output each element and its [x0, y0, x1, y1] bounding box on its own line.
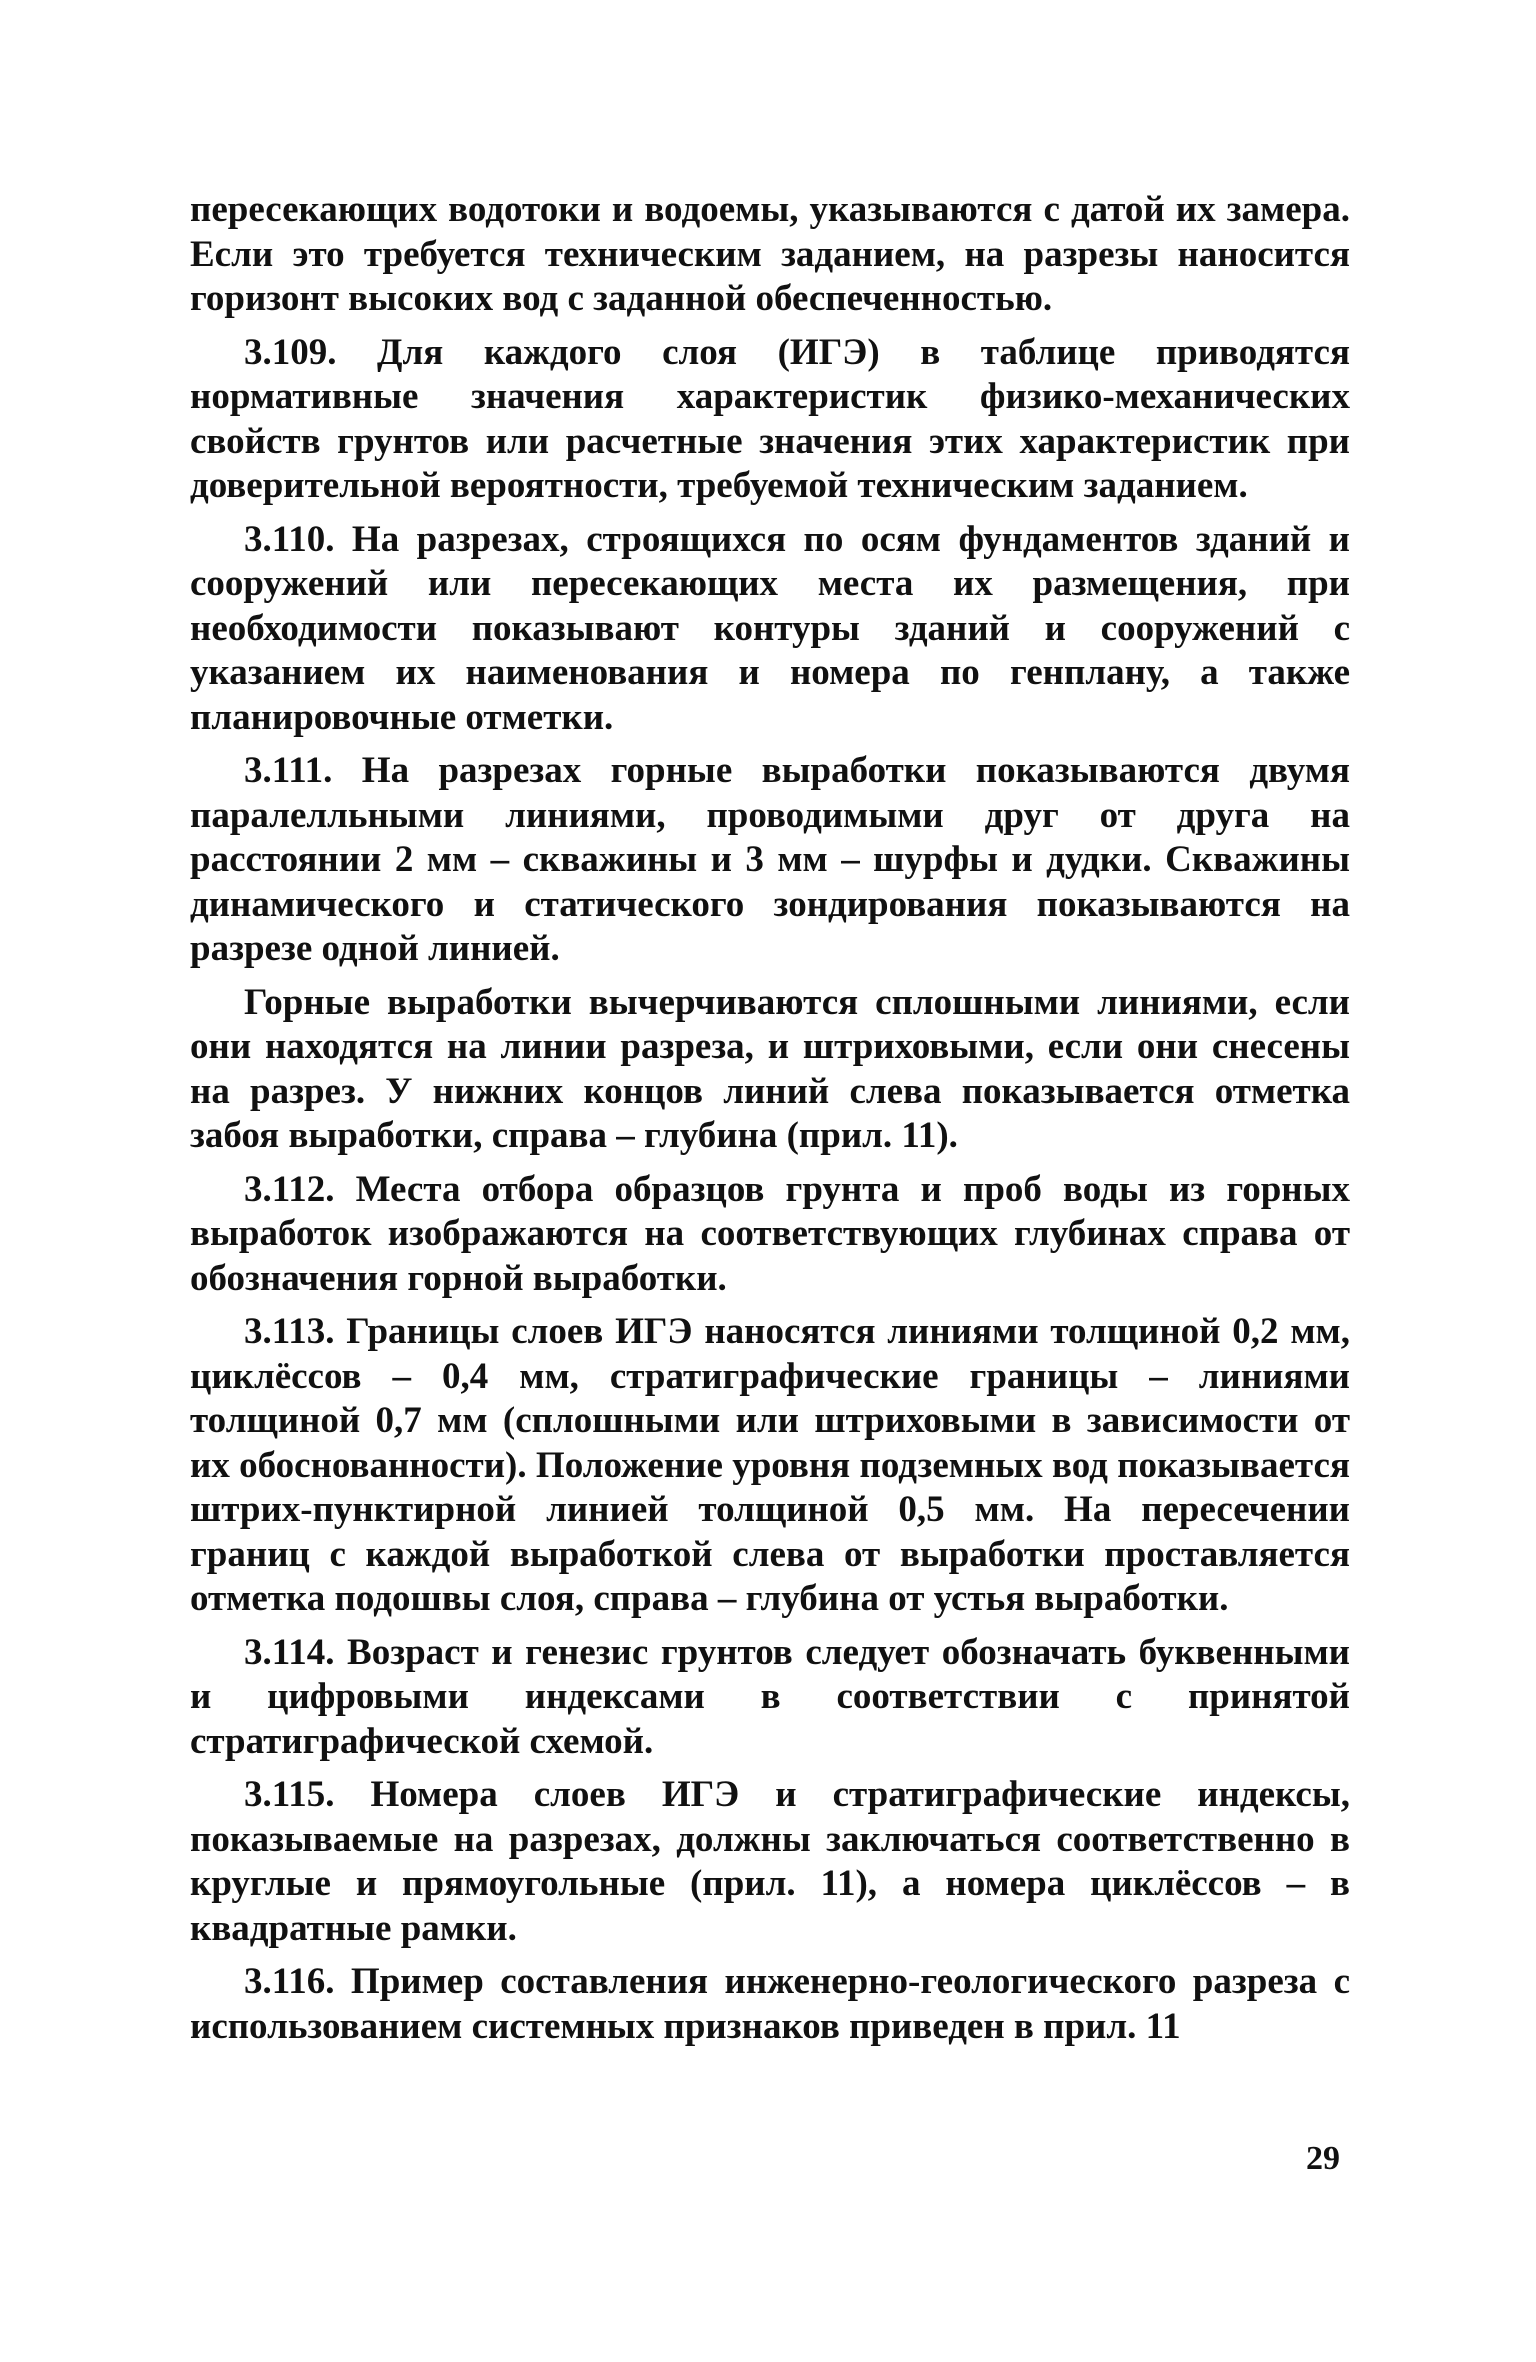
paragraph-3-110: 3.110. На разрезах, строящихся по осям фундаментов зданий и сооружений или пересекающих места их размещения, при необходимости показывают контуры зданий и сооружений с указанием их наименования и номера по генплану, а также планировочные отметки.	[190, 518, 1350, 738]
paragraph-3-114: 3.114. Возраст и генезис грунтов следует обозначать буквенными и цифровыми индексами в соответствии с принятой стратиграфической схемой.	[190, 1631, 1350, 1762]
paragraph-3-113: 3.113. Границы слоев ИГЭ наносятся линиями толщиной 0,2 мм, циклёссов – 0,4 мм, стратиграфические границы – линиями толщиной 0,7 мм (сплошными или штриховыми в зависимости от их обоснованности). Положение уровня подземных вод показывается штрих-пунктирной линией толщиной 0,5 мм. На пересечении границ с каждой выработкой слева от выработки проставляется отметка подошвы слоя, справа – глубина от устья выработки.	[190, 1311, 1350, 1619]
paragraph-3-109: 3.109. Для каждого слоя (ИГЭ) в таблице приводятся нормативные значения характеристик физико-механических свойств грунтов или расчетные значения этих характеристик при доверительной вероятности, требуемой техническим заданием.	[190, 331, 1350, 506]
body-text	[190, 188, 1350, 2049]
paragraph-3-112: 3.112. Места отбора образцов грунта и проб воды из горных выработок изображаются на соответствующих глубинах справа от обозначения горной выработки.	[190, 1168, 1350, 1299]
paragraph-3-111: 3.111. На разрезах горные выработки показываются двумя паралелльными линиями, проводимыми друг от друга на расстоянии 2 мм – скважины и 3 мм – шурфы и дудки. Скважины динамического и статического зондирования показываются на разрезе одной линией.	[190, 750, 1350, 969]
paragraph-mining-workings: Горные выработки вычерчиваются сплошными линиями, если они находятся на линии разреза, и штриховыми, если они снесены на разрез. У нижних концов линий слева показывается отметка забоя выработки, справа – глубина (прил. 11).	[190, 981, 1350, 1156]
paragraph-continuation: пересекающих водотоки и водоемы, указываются с датой их замера. Если это требуется техническим заданием, на разрезы наносится горизонт высоких вод с заданной обеспеченностью.	[190, 189, 1350, 319]
page-number: 29	[1306, 2140, 1340, 2177]
paragraph-3-115: 3.115. Номера слоев ИГЭ и стратиграфические индексы, показываемые на разрезах, должны заключаться соответственно в круглые и прямоугольные (прил. 11), а номера циклёссов – в квадратные рамки.	[190, 1774, 1350, 1949]
paragraph-3-116: 3.116. Пример составления инженерно-геологического разреза с использованием системных признаков приведен в прил. 11	[190, 1961, 1350, 2047]
